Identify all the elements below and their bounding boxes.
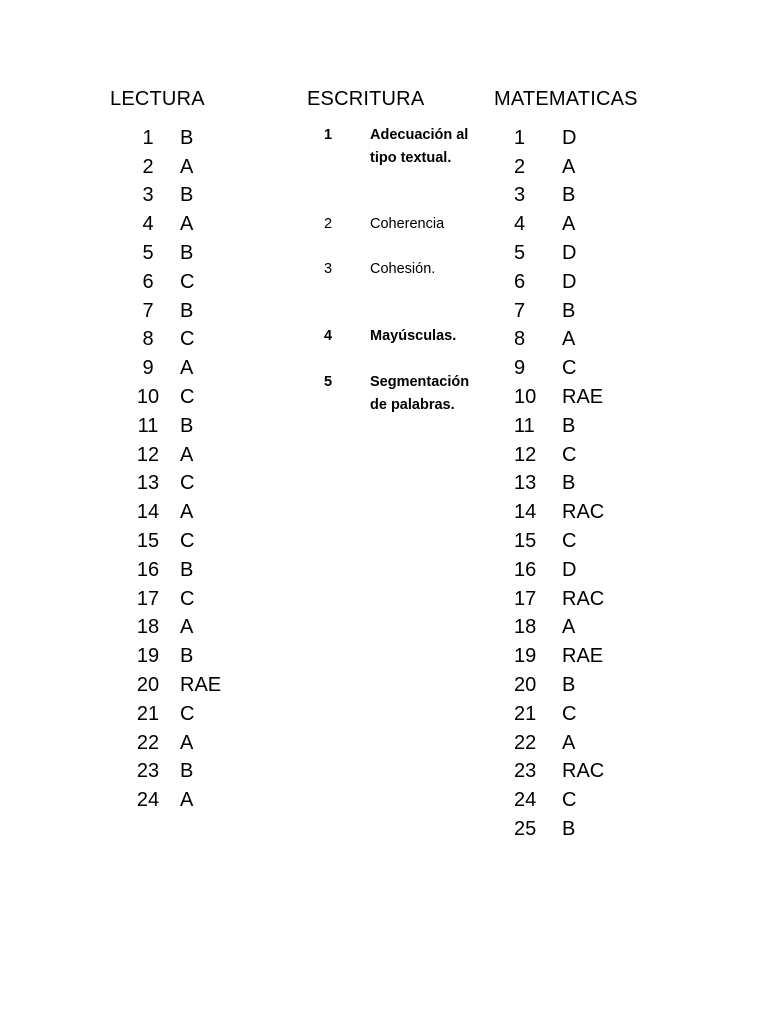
answer-key: RAE (562, 386, 604, 409)
answer-row (514, 210, 604, 239)
answer-row (130, 297, 221, 326)
question-number: 18 (514, 616, 537, 639)
question-number: 2 (142, 155, 154, 178)
answer-key: A (562, 328, 576, 351)
answer-row (130, 383, 221, 412)
question-number: 17 (514, 587, 537, 610)
answer-row (130, 268, 221, 297)
question-number: 4 (514, 213, 526, 236)
question-number: 11 (514, 414, 535, 437)
answer-key: A (562, 616, 576, 639)
answer-row (130, 498, 221, 527)
answer-key: A (562, 155, 576, 178)
answer-row (514, 815, 604, 844)
answer-row (514, 585, 604, 614)
answer-row (514, 383, 604, 412)
answer-key: RAC (562, 587, 605, 610)
answer-row (514, 527, 604, 556)
answer-key: B (180, 299, 194, 322)
matematicas-heading: MATEMATICAS (494, 88, 638, 110)
question-number: 21 (514, 702, 537, 725)
answer-row (130, 239, 221, 268)
answer-row (130, 354, 221, 383)
answer-key: B (562, 299, 576, 322)
question-number: 21 (136, 702, 160, 725)
question-number: 3 (142, 184, 154, 207)
answer-row (514, 700, 604, 729)
question-number: 3 (514, 184, 526, 207)
question-number: 12 (136, 443, 160, 466)
question-number: 13 (136, 472, 160, 495)
answer-key: RAE (562, 645, 604, 668)
answer-key: A (180, 443, 194, 466)
answer-key: B (562, 184, 576, 207)
answer-row (130, 642, 221, 671)
answer-row (514, 326, 604, 355)
escritura-heading: ESCRITURA (307, 88, 425, 110)
answer-row (130, 786, 221, 815)
question-number: 24 (514, 789, 537, 812)
escritura-item-number: 5 (324, 374, 333, 390)
answer-row (514, 412, 604, 441)
question-number: 22 (136, 731, 160, 754)
escritura-item-text: Mayúsculas. (370, 328, 457, 344)
answer-key: A (180, 789, 194, 812)
answer-key: D (562, 270, 577, 293)
question-number: 9 (142, 357, 154, 380)
answer-row (130, 153, 221, 182)
answer-row (514, 124, 604, 153)
matematicas-answer-list (514, 124, 604, 844)
answer-row (130, 585, 221, 614)
answer-key: RAC (562, 760, 605, 783)
escritura-item-number: 2 (324, 216, 333, 232)
answer-key: A (180, 616, 194, 639)
answer-key: A (562, 731, 576, 754)
question-number: 25 (514, 818, 537, 841)
answer-row (514, 614, 604, 643)
answer-key: A (180, 501, 194, 524)
question-number: 20 (136, 674, 160, 697)
answer-key: B (562, 414, 576, 437)
question-number: 5 (514, 242, 526, 265)
answer-row (514, 268, 604, 297)
escritura-item-number: 3 (324, 261, 333, 277)
answer-row (514, 642, 604, 671)
answer-key: A (180, 155, 194, 178)
answer-key: C (562, 357, 577, 380)
answer-key: A (180, 731, 194, 754)
question-number: 16 (136, 558, 160, 581)
answer-key: D (562, 558, 577, 581)
escritura-item-text: Adecuación al tipo textual. (370, 127, 469, 166)
answer-key: B (180, 760, 194, 783)
answer-key: B (180, 184, 194, 207)
question-number: 9 (514, 357, 526, 380)
answer-row (514, 297, 604, 326)
answer-row (514, 182, 604, 211)
question-number: 1 (142, 126, 154, 149)
escritura-item-text: Segmentación de palabras. (370, 374, 470, 413)
answer-key: C (562, 702, 577, 725)
question-number: 15 (514, 530, 537, 553)
question-number: 19 (136, 645, 160, 668)
question-number: 14 (514, 501, 537, 524)
answer-row (130, 326, 221, 355)
answer-key: B (562, 674, 576, 697)
answer-key: C (180, 472, 195, 495)
answer-key: B (562, 818, 576, 841)
escritura-item-number: 1 (324, 127, 333, 143)
answer-row (514, 556, 604, 585)
answer-row (514, 498, 604, 527)
answer-key: C (562, 443, 577, 466)
answer-row (130, 671, 221, 700)
lectura-answer-list (130, 124, 221, 815)
answer-row (514, 239, 604, 268)
question-number: 4 (142, 213, 154, 236)
question-number: 23 (136, 760, 160, 783)
answer-row (514, 441, 604, 470)
question-number: 13 (514, 472, 537, 495)
answer-key: D (562, 242, 577, 265)
answer-row (130, 470, 221, 499)
answer-row (514, 354, 604, 383)
answer-row (130, 758, 221, 787)
escritura-item-text: Cohesión. (370, 261, 436, 277)
answer-row (130, 556, 221, 585)
question-number: 22 (514, 731, 537, 754)
answer-row (514, 786, 604, 815)
answer-row (130, 182, 221, 211)
answer-row (130, 210, 221, 239)
question-number: 14 (136, 501, 160, 524)
answer-key: B (180, 558, 194, 581)
question-number: 16 (514, 558, 537, 581)
question-number: 7 (514, 299, 526, 322)
question-number: 1 (514, 126, 526, 149)
answer-key: B (562, 472, 576, 495)
answer-key: RAE (180, 674, 222, 697)
answer-row (514, 671, 604, 700)
answer-key: C (180, 328, 195, 351)
answer-key: C (562, 789, 577, 812)
escritura-item-text: Coherencia (370, 216, 445, 232)
question-number: 12 (514, 443, 537, 466)
answer-key: C (562, 530, 577, 553)
question-number: 8 (514, 328, 526, 351)
question-number: 18 (136, 616, 160, 639)
question-number: 7 (142, 299, 154, 322)
escritura-item-number: 4 (324, 328, 333, 344)
question-number: 20 (514, 674, 537, 697)
answer-row (514, 758, 604, 787)
answer-key: A (180, 213, 194, 236)
answer-row (130, 412, 221, 441)
question-number: 15 (136, 530, 160, 553)
question-number: 10 (514, 386, 537, 409)
answer-key: D (562, 126, 577, 149)
answer-row (514, 729, 604, 758)
answer-key: RAC (562, 501, 605, 524)
question-number: 2 (514, 155, 526, 178)
question-number: 24 (136, 789, 160, 812)
answer-key: C (180, 702, 195, 725)
answer-key: B (180, 126, 194, 149)
answer-row (130, 729, 221, 758)
answer-key: A (180, 357, 194, 380)
question-number: 19 (514, 645, 537, 668)
question-number: 11 (137, 414, 159, 437)
answer-key: C (180, 587, 195, 610)
answer-row (130, 124, 221, 153)
answer-key: C (180, 270, 195, 293)
answer-row (130, 614, 221, 643)
answer-row (514, 153, 604, 182)
answer-key: B (180, 414, 194, 437)
answer-key: A (562, 213, 576, 236)
question-number: 5 (142, 242, 154, 265)
answer-row (514, 470, 604, 499)
answer-key: C (180, 530, 195, 553)
answer-key: B (180, 645, 194, 668)
answer-row (130, 700, 221, 729)
question-number: 6 (514, 270, 526, 293)
answer-key: B (180, 242, 194, 265)
question-number: 8 (142, 328, 154, 351)
answer-row (130, 527, 221, 556)
question-number: 17 (136, 587, 160, 610)
answer-row (130, 441, 221, 470)
question-number: 10 (136, 386, 160, 409)
question-number: 23 (514, 760, 537, 783)
question-number: 6 (142, 270, 154, 293)
answer-key: C (180, 386, 195, 409)
lectura-heading: LECTURA (110, 88, 205, 110)
